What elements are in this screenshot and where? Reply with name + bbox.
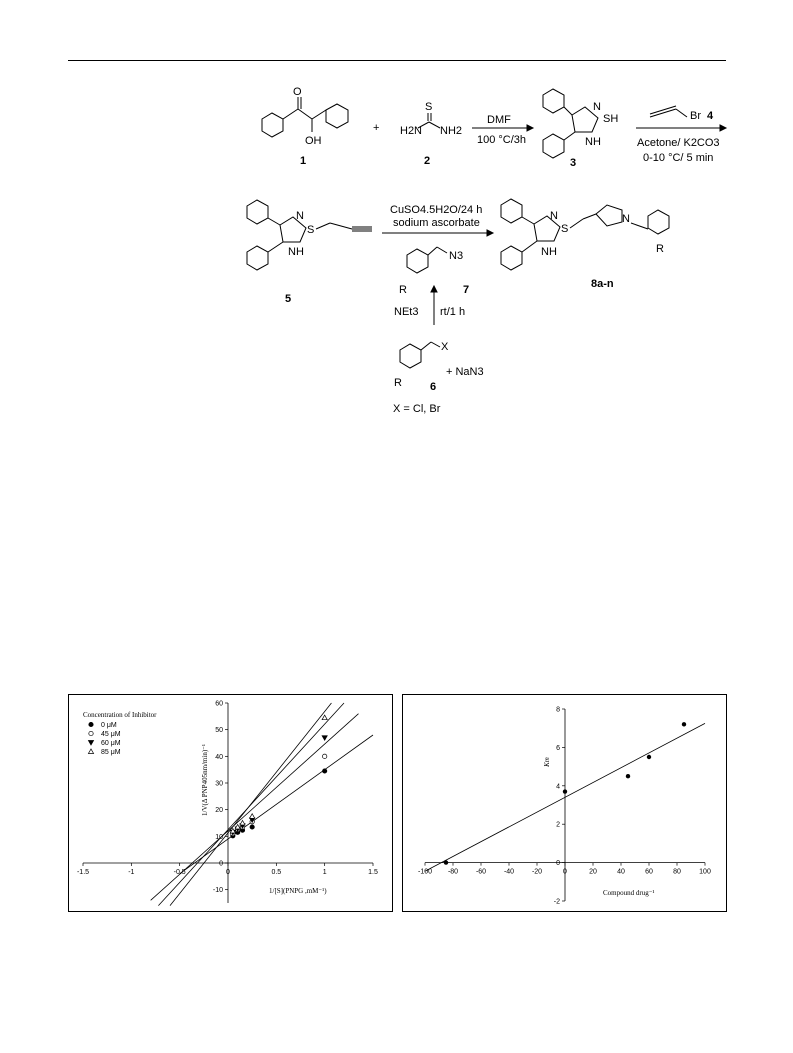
x-tick-label: 40 <box>617 868 625 876</box>
x-tick-label: -0.5 <box>173 869 186 876</box>
x-tick-label: -1 <box>128 869 135 876</box>
compound-number-1: 1 <box>300 155 307 167</box>
legend-label: 60 μM <box>101 740 121 747</box>
plus-sign: + <box>373 122 380 134</box>
atom-H2N: H2N <box>400 125 423 137</box>
y-tick-label: 30 <box>215 780 223 788</box>
compound-number-7: 7 <box>463 284 470 296</box>
lineweaver-burk-chart <box>68 694 393 912</box>
x-tick-label: 1 <box>322 869 327 876</box>
y-tick-label: 6 <box>556 744 560 752</box>
x-tick-label: -60 <box>475 868 487 876</box>
lineweaver-burk-svg <box>69 695 392 911</box>
atom-X: X <box>441 341 449 353</box>
data-point <box>322 715 327 720</box>
data-point <box>444 860 448 864</box>
atom-NH: NH <box>585 136 601 148</box>
legend-marker <box>89 731 93 735</box>
atom-R-6: R <box>394 377 402 389</box>
y-tick-label: 40 <box>215 753 223 761</box>
data-point <box>626 774 630 778</box>
legend-marker <box>88 749 93 754</box>
atom-NH-5: NH <box>288 246 304 258</box>
right-y-axis-label: Km <box>543 757 551 767</box>
legend-label: 0 μM <box>101 722 117 729</box>
y-tick-label: 4 <box>556 783 560 791</box>
x-tick-label: -1.5 <box>76 869 90 876</box>
x-tick-label: 0 <box>563 868 567 876</box>
atom-NH2: NH2 <box>440 125 463 137</box>
data-point <box>250 814 255 819</box>
right-x-axis-label: Compound drug⁻¹ <box>603 889 655 897</box>
data-point <box>240 820 245 825</box>
x-tick-label: -100 <box>417 868 433 876</box>
atom-N-triazole: N <box>622 213 630 225</box>
cond-dmf: DMF <box>487 114 511 126</box>
compound-number-5: 5 <box>285 293 292 305</box>
cond-acetone: Acetone/ K2CO3 <box>637 137 720 149</box>
legend-marker <box>88 741 93 746</box>
compound-number-4: 4 <box>707 110 714 122</box>
cond-ascorbate: sodium ascorbate <box>393 217 480 229</box>
left-y-axis-label: 1/V(Δ PNP405nm/min)⁻¹ <box>201 744 209 816</box>
data-point <box>322 769 326 773</box>
cond-rt: rt/1 h <box>440 306 466 318</box>
legend-label: 45 μM <box>101 731 121 738</box>
reagent-nan3: + NaN3 <box>446 366 484 378</box>
cond-cuso4: CuSO4.5H2O/24 h <box>390 204 483 216</box>
x-tick-label: 20 <box>589 868 597 876</box>
data-point <box>647 755 651 759</box>
data-point <box>250 825 254 829</box>
cond-temp2: 0-10 °C/ 5 min <box>643 152 714 164</box>
x-tick-label: 60 <box>645 868 653 876</box>
benzoin-phenyl-left <box>262 113 283 137</box>
atom-R-8: R <box>656 243 664 255</box>
x-tick-label: 80 <box>673 868 681 876</box>
atom-SH: SH <box>603 113 619 125</box>
left-x-axis-label: 1/[S](PNPG ,mM⁻¹) <box>269 887 327 895</box>
x-tick-label: 1.5 <box>368 869 378 876</box>
compound-number-2: 2 <box>424 155 431 167</box>
y-tick-label: 2 <box>556 821 560 829</box>
atom-NH-8: NH <box>541 246 557 258</box>
legend-marker <box>89 722 93 726</box>
y-tick-label: 10 <box>215 833 223 841</box>
compound-number-8: 8a-n <box>591 278 614 290</box>
x-tick-label: 0.5 <box>271 869 282 876</box>
y-tick-label: 60 <box>215 700 223 708</box>
y-tick-label: 50 <box>215 727 223 735</box>
cond-net3: NEt3 <box>394 306 419 318</box>
x-tick-label: -80 <box>447 868 459 876</box>
data-point <box>682 722 686 726</box>
atom-S: S <box>425 101 433 113</box>
atom-Br: Br <box>690 110 701 122</box>
compound-number-3: 3 <box>570 157 577 169</box>
y-tick-label: -2 <box>553 898 560 906</box>
y-tick-label: 20 <box>215 807 223 815</box>
km-replot-chart <box>402 694 727 912</box>
atom-N-5: N <box>296 210 304 222</box>
x-tick-label: 100 <box>699 868 711 876</box>
atom-R-7: R <box>399 284 407 296</box>
km-replot-svg <box>403 695 726 911</box>
benzoin-phenyl-right <box>326 104 348 128</box>
legend-title: Concentration of Inhibitor <box>83 711 157 719</box>
y-tick-label: 0 <box>219 860 223 868</box>
atom-N3: N3 <box>449 250 464 262</box>
y-tick-label: -10 <box>212 887 223 895</box>
atom-N-8: N <box>550 210 558 222</box>
data-point <box>322 754 326 758</box>
atom-S-5: S <box>307 224 315 236</box>
y-tick-label: 0 <box>556 860 560 868</box>
reaction-scheme <box>0 0 793 430</box>
atom-O: O <box>293 86 302 98</box>
atom-S-8: S <box>561 223 569 235</box>
legend-label: 85 μM <box>101 749 121 756</box>
x-tick-label: -20 <box>531 868 543 876</box>
regression-line <box>170 700 331 906</box>
x-tick-label: 0 <box>226 869 230 876</box>
data-point <box>563 789 567 793</box>
compound-number-6: 6 <box>430 381 437 393</box>
y-tick-label: 8 <box>556 706 560 714</box>
x-tick-label: -40 <box>503 868 515 876</box>
data-point <box>322 736 327 741</box>
atom-OH: OH <box>305 135 322 147</box>
cond-temp1: 100 °C/3h <box>477 134 527 146</box>
x-definition: X = Cl, Br <box>393 403 441 415</box>
atom-N: N <box>593 101 601 113</box>
